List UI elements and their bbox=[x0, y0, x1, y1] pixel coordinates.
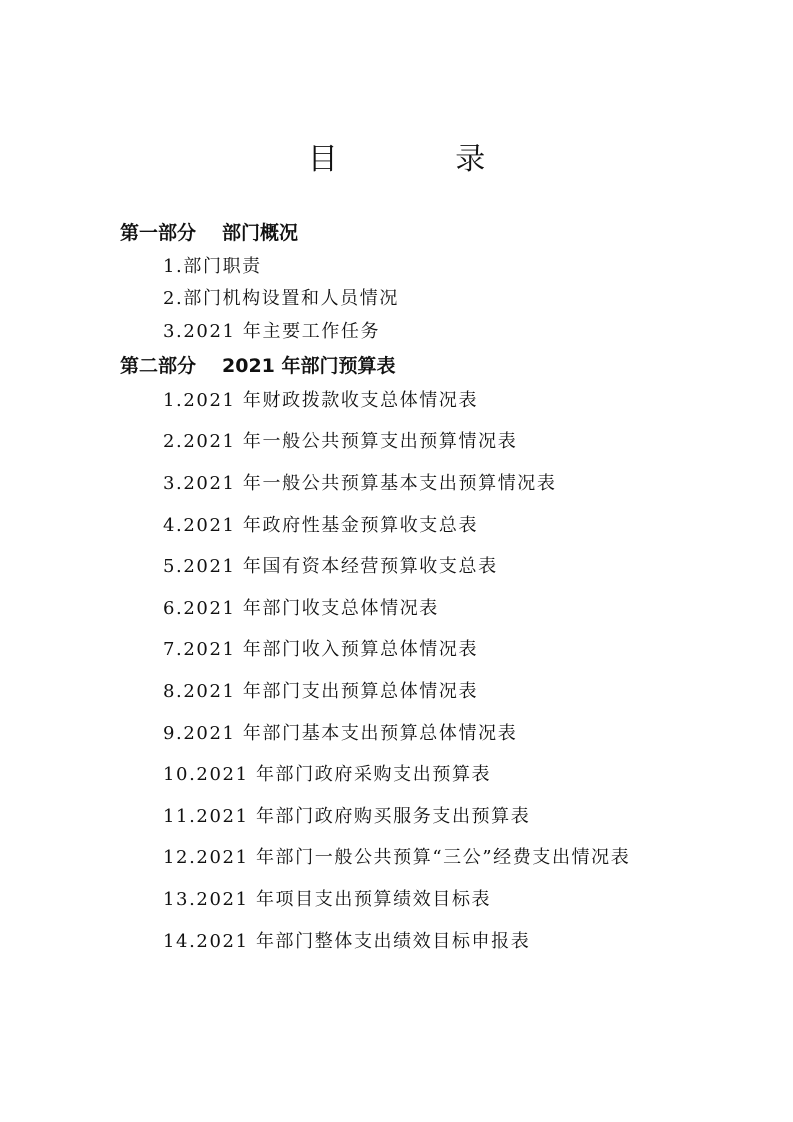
part-two-title: 2021 年部门预算表 bbox=[222, 355, 396, 377]
toc-item: 8.2021 年部门支出预算总体情况表 bbox=[163, 681, 479, 702]
toc-item: 13.2021 年项目支出预算绩效目标表 bbox=[163, 889, 492, 910]
toc-item: 5.2021 年国有资本经营预算收支总表 bbox=[163, 556, 498, 577]
toc-item: 1.部门职责 bbox=[163, 256, 262, 277]
toc-item: 6.2021 年部门收支总体情况表 bbox=[163, 598, 439, 619]
toc-item: 10.2021 年部门政府采购支出预算表 bbox=[163, 764, 492, 785]
toc-item: 12.2021 年部门一般公共预算“三公”经费支出情况表 bbox=[163, 847, 631, 868]
toc-item: 1.2021 年财政拨款收支总体情况表 bbox=[163, 390, 479, 411]
part-two-heading bbox=[120, 354, 396, 378]
toc-item: 3.2021 年一般公共预算基本支出预算情况表 bbox=[163, 473, 557, 494]
toc-item: 11.2021 年部门政府购买服务支出预算表 bbox=[163, 806, 531, 827]
part-one-title: 部门概况 bbox=[222, 222, 299, 244]
toc-item: 14.2021 年部门整体支出绩效目标申报表 bbox=[163, 931, 531, 952]
toc-item: 7.2021 年部门收入预算总体情况表 bbox=[163, 639, 479, 660]
toc-item: 4.2021 年政府性基金预算收支总表 bbox=[163, 515, 479, 536]
toc-item: 2.部门机构设置和人员情况 bbox=[163, 288, 399, 309]
toc-item: 9.2021 年部门基本支出预算总体情况表 bbox=[163, 723, 518, 744]
part-one-label: 第一部分 bbox=[120, 222, 197, 244]
part-one-heading bbox=[120, 221, 298, 245]
page-title: 目 录 bbox=[307, 142, 540, 177]
toc-item: 2.2021 年一般公共预算支出预算情况表 bbox=[163, 431, 518, 452]
part-two-label: 第二部分 bbox=[120, 355, 197, 377]
toc-item: 3.2021 年主要工作任务 bbox=[163, 321, 381, 342]
